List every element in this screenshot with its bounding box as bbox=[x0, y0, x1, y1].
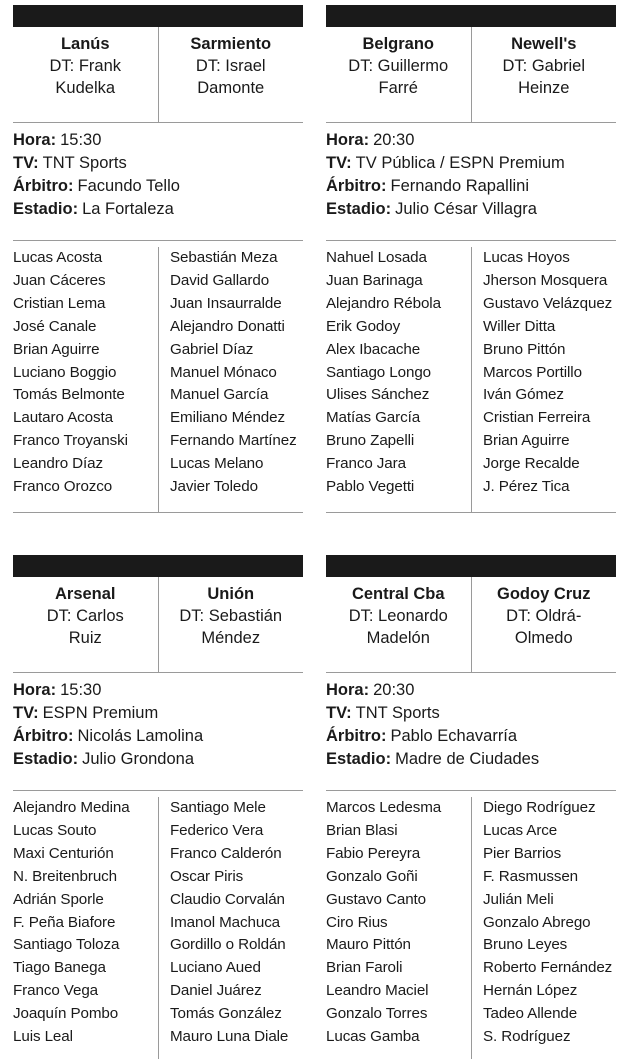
teams-row bbox=[13, 577, 303, 673]
player-name: Ulises Sánchez bbox=[326, 386, 430, 404]
coach-line: Damonte bbox=[197, 79, 265, 97]
player-name: Leandro Díaz bbox=[13, 455, 103, 473]
away-team bbox=[471, 27, 617, 122]
home-players-list bbox=[13, 247, 158, 512]
header-bar bbox=[13, 5, 303, 27]
home-team bbox=[13, 577, 158, 672]
kickoff-time-row bbox=[13, 679, 303, 702]
match-card bbox=[13, 5, 303, 513]
tv-channel-value: TNT Sports bbox=[355, 704, 440, 722]
referee-row bbox=[326, 725, 616, 748]
stadium-row bbox=[13, 748, 303, 771]
player-name: Cristian Lema bbox=[13, 294, 106, 312]
player-name: Tiago Banega bbox=[13, 959, 106, 977]
tv-channel-row bbox=[13, 152, 303, 175]
player-name: F. Rasmussen bbox=[483, 867, 579, 885]
kickoff-time-label: Hora: bbox=[13, 681, 57, 699]
player-name: Fernando Martínez bbox=[170, 432, 297, 450]
player-name: Tomás Belmonte bbox=[13, 386, 125, 404]
lineups bbox=[13, 791, 303, 1059]
player-name: Leandro Maciel bbox=[326, 982, 429, 1000]
player-name: Juan Cáceres bbox=[13, 271, 106, 289]
referee-label: Árbitro: bbox=[13, 727, 74, 745]
tv-channel-label: TV: bbox=[326, 154, 352, 172]
player-name: Alejandro Medina bbox=[13, 799, 130, 816]
player-name: Bruno Zapelli bbox=[326, 432, 415, 450]
player-name: Iván Gómez bbox=[483, 386, 564, 404]
player-name: Bruno Pittón bbox=[483, 340, 566, 358]
player-name: Santiago Toloza bbox=[13, 936, 120, 954]
kickoff-time-row bbox=[326, 129, 616, 152]
coach-line: Madelón bbox=[366, 629, 430, 647]
lineups bbox=[13, 241, 303, 513]
player-name: Fabio Pereyra bbox=[326, 844, 421, 862]
teams-row bbox=[13, 27, 303, 123]
header-bar bbox=[326, 5, 616, 27]
referee-value: Facundo Tello bbox=[77, 177, 180, 195]
home-players-list bbox=[326, 247, 471, 512]
home-team bbox=[326, 27, 471, 122]
team-name: Sarmiento bbox=[190, 35, 272, 53]
kickoff-time-row bbox=[13, 129, 303, 152]
match-info bbox=[326, 673, 616, 791]
player-name: Lucas Acosta bbox=[13, 249, 103, 266]
player-name: Mauro Pittón bbox=[326, 936, 411, 954]
away-team bbox=[158, 577, 304, 672]
away-players-list bbox=[158, 247, 303, 512]
kickoff-time-label: Hora: bbox=[326, 681, 370, 699]
kickoff-time-label: Hora: bbox=[13, 131, 57, 149]
stadium-value: Julio César Villagra bbox=[395, 200, 537, 218]
player-name: Adrián Sporle bbox=[13, 890, 104, 908]
player-name: Gustavo Velázquez bbox=[483, 294, 613, 312]
player-name: Diego Rodríguez bbox=[483, 799, 596, 816]
lineups bbox=[326, 791, 616, 1059]
player-name: Mauro Luna Diale bbox=[170, 1028, 289, 1046]
player-name: Juan Insaurralde bbox=[170, 294, 282, 312]
header-bar bbox=[326, 555, 616, 577]
match-info bbox=[13, 673, 303, 791]
away-team bbox=[471, 577, 617, 672]
player-name: Gonzalo Torres bbox=[326, 1005, 428, 1023]
player-name: Oscar Piris bbox=[170, 867, 244, 885]
player-name: J. Pérez Tica bbox=[483, 478, 570, 496]
player-name: Bruno Leyes bbox=[483, 936, 568, 954]
coach-line: Kudelka bbox=[55, 79, 116, 97]
player-name: Franco Troyanski bbox=[13, 432, 128, 450]
player-name: Gustavo Canto bbox=[326, 890, 427, 908]
player-name: Lucas Hoyos bbox=[483, 249, 570, 266]
tv-channel-label: TV: bbox=[13, 154, 39, 172]
player-name: Jorge Recalde bbox=[483, 455, 580, 473]
stadium-value: Madre de Ciudades bbox=[395, 750, 540, 768]
player-name: Marcos Portillo bbox=[483, 363, 582, 381]
team-name: Godoy Cruz bbox=[497, 585, 591, 603]
referee-row bbox=[326, 175, 616, 198]
referee-label: Árbitro: bbox=[13, 177, 74, 195]
coach-line: DT: Oldrá- bbox=[506, 607, 582, 625]
player-name: Roberto Fernández bbox=[483, 959, 613, 977]
player-name: Daniel Juárez bbox=[170, 982, 262, 1000]
player-name: Maxi Centurión bbox=[13, 844, 114, 862]
player-name: Ciro Rius bbox=[326, 913, 388, 931]
coach-line: DT: Sebastián bbox=[179, 607, 283, 625]
referee-value: Pablo Echavarría bbox=[390, 727, 518, 745]
tv-channel-row bbox=[326, 702, 616, 725]
player-name: Lautaro Acosta bbox=[13, 409, 113, 427]
player-name: Alejandro Donatti bbox=[170, 317, 285, 335]
player-name: Claudio Corvalán bbox=[170, 890, 285, 908]
teams-row bbox=[326, 577, 616, 673]
player-name: Brian Blasi bbox=[326, 821, 398, 839]
player-name: Tadeo Allende bbox=[483, 1005, 578, 1023]
stadium-label: Estadio: bbox=[13, 200, 79, 218]
team-name: Central Cba bbox=[351, 585, 445, 603]
player-name: Gonzalo Abrego bbox=[483, 913, 591, 931]
player-name: Alex Ibacache bbox=[326, 340, 421, 358]
away-players-list bbox=[471, 247, 616, 512]
home-team bbox=[326, 577, 471, 672]
player-name: Joaquín Pombo bbox=[13, 1005, 119, 1023]
away-players-list bbox=[471, 797, 616, 1059]
player-name: Gordillo o Roldán bbox=[170, 936, 286, 954]
player-name: Federico Vera bbox=[170, 821, 264, 839]
stadium-value: Julio Grondona bbox=[82, 750, 195, 768]
stadium-label: Estadio: bbox=[13, 750, 79, 768]
player-name: Julián Meli bbox=[483, 890, 554, 908]
match-info bbox=[326, 123, 616, 241]
player-name: Pablo Vegetti bbox=[326, 478, 415, 496]
tv-channel-row bbox=[13, 702, 303, 725]
player-name: Franco Orozco bbox=[13, 478, 113, 496]
player-name: S. Rodríguez bbox=[483, 1028, 571, 1046]
player-name: Luis Leal bbox=[13, 1028, 73, 1046]
player-name: Manuel García bbox=[170, 386, 269, 404]
player-name: Jherson Mosquera bbox=[483, 271, 608, 289]
player-name: Matías García bbox=[326, 409, 421, 427]
home-team bbox=[13, 27, 158, 122]
match-card bbox=[326, 555, 616, 1059]
player-name: David Gallardo bbox=[170, 271, 270, 289]
coach-line: Olmedo bbox=[514, 629, 573, 647]
kickoff-time-value: 20:30 bbox=[373, 681, 415, 699]
player-name: Luciano Aued bbox=[170, 959, 261, 977]
kickoff-time-label: Hora: bbox=[326, 131, 370, 149]
referee-label: Árbitro: bbox=[326, 177, 387, 195]
away-team bbox=[158, 27, 304, 122]
player-name: Santiago Longo bbox=[326, 363, 432, 381]
player-name: Santiago Mele bbox=[170, 799, 266, 816]
teams-row bbox=[326, 27, 616, 123]
player-name: José Canale bbox=[13, 317, 97, 335]
kickoff-time-value: 15:30 bbox=[60, 131, 102, 149]
coach-line: Méndez bbox=[201, 629, 261, 647]
stadium-row bbox=[326, 198, 616, 221]
player-name: Imanol Machuca bbox=[170, 913, 281, 931]
coach-line: DT: Leonardo bbox=[348, 607, 448, 625]
coach-line: Ruiz bbox=[68, 629, 102, 647]
coach-line: DT: Carlos bbox=[46, 607, 124, 625]
team-name: Lanús bbox=[60, 35, 110, 53]
header-bar bbox=[13, 555, 303, 577]
player-name: Lucas Souto bbox=[13, 821, 97, 839]
match-info bbox=[13, 123, 303, 241]
player-name: Nahuel Losada bbox=[326, 249, 427, 266]
player-name: Pier Barrios bbox=[483, 844, 562, 862]
coach-line: DT: Guillermo bbox=[348, 57, 449, 75]
stadium-label: Estadio: bbox=[326, 750, 392, 768]
referee-row bbox=[13, 725, 303, 748]
home-players-list bbox=[326, 797, 471, 1059]
player-name: Javier Toledo bbox=[170, 478, 258, 496]
player-name: Franco Jara bbox=[326, 455, 406, 473]
player-name: Sebastián Meza bbox=[170, 249, 278, 266]
stadium-label: Estadio: bbox=[326, 200, 392, 218]
player-name: Juan Barinaga bbox=[326, 271, 423, 289]
tv-channel-row bbox=[326, 152, 616, 175]
kickoff-time-row bbox=[326, 679, 616, 702]
referee-value: Fernando Rapallini bbox=[390, 177, 530, 195]
team-name: Arsenal bbox=[54, 585, 116, 603]
player-name: Willer Ditta bbox=[483, 317, 556, 335]
player-name: Lucas Melano bbox=[170, 455, 264, 473]
player-name: Hernán López bbox=[483, 982, 578, 1000]
player-name: Brian Aguirre bbox=[483, 432, 570, 450]
stadium-row bbox=[13, 198, 303, 221]
stadium-value: La Fortaleza bbox=[82, 200, 174, 218]
player-name: Marcos Ledesma bbox=[326, 799, 442, 816]
tv-channel-value: TV Pública / ESPN Premium bbox=[355, 154, 565, 172]
player-name: Cristian Ferreira bbox=[483, 409, 591, 427]
player-name: F. Peña Biafore bbox=[13, 913, 116, 931]
team-name: Newell's bbox=[511, 35, 577, 53]
stadium-row bbox=[326, 748, 616, 771]
player-name: Franco Calderón bbox=[170, 844, 282, 862]
player-name: Lucas Gamba bbox=[326, 1028, 420, 1046]
away-players-list bbox=[158, 797, 303, 1059]
player-name: Brian Faroli bbox=[326, 959, 403, 977]
lineups bbox=[326, 241, 616, 513]
coach-line: DT: Gabriel bbox=[502, 57, 586, 75]
home-players-list bbox=[13, 797, 158, 1059]
player-name: Brian Aguirre bbox=[13, 340, 100, 358]
kickoff-time-value: 20:30 bbox=[373, 131, 415, 149]
referee-value: Nicolás Lamolina bbox=[77, 727, 204, 745]
player-name: N. Breitenbruch bbox=[13, 867, 118, 885]
tv-channel-label: TV: bbox=[13, 704, 39, 722]
player-name: Tomás González bbox=[170, 1005, 282, 1023]
player-name: Gabriel Díaz bbox=[170, 340, 254, 358]
player-name: Emiliano Méndez bbox=[170, 409, 285, 427]
tv-channel-value: ESPN Premium bbox=[42, 704, 159, 722]
match-card bbox=[326, 5, 616, 513]
referee-label: Árbitro: bbox=[326, 727, 387, 745]
player-name: Franco Vega bbox=[13, 982, 99, 1000]
team-name: Belgrano bbox=[362, 35, 434, 53]
match-card bbox=[13, 555, 303, 1059]
tv-channel-label: TV: bbox=[326, 704, 352, 722]
player-name: Erik Godoy bbox=[326, 317, 401, 335]
coach-line: DT: Israel bbox=[195, 57, 266, 75]
referee-row bbox=[13, 175, 303, 198]
player-name: Gonzalo Goñi bbox=[326, 867, 418, 885]
coach-line: Farré bbox=[378, 79, 418, 97]
tv-channel-value: TNT Sports bbox=[42, 154, 127, 172]
kickoff-time-value: 15:30 bbox=[60, 681, 102, 699]
coach-line: DT: Frank bbox=[49, 57, 121, 75]
team-name: Unión bbox=[207, 585, 255, 603]
coach-line: Heinze bbox=[518, 79, 570, 97]
player-name: Alejandro Rébola bbox=[326, 294, 441, 312]
player-name: Manuel Mónaco bbox=[170, 363, 277, 381]
player-name: Lucas Arce bbox=[483, 821, 558, 839]
player-name: Luciano Boggio bbox=[13, 363, 117, 381]
